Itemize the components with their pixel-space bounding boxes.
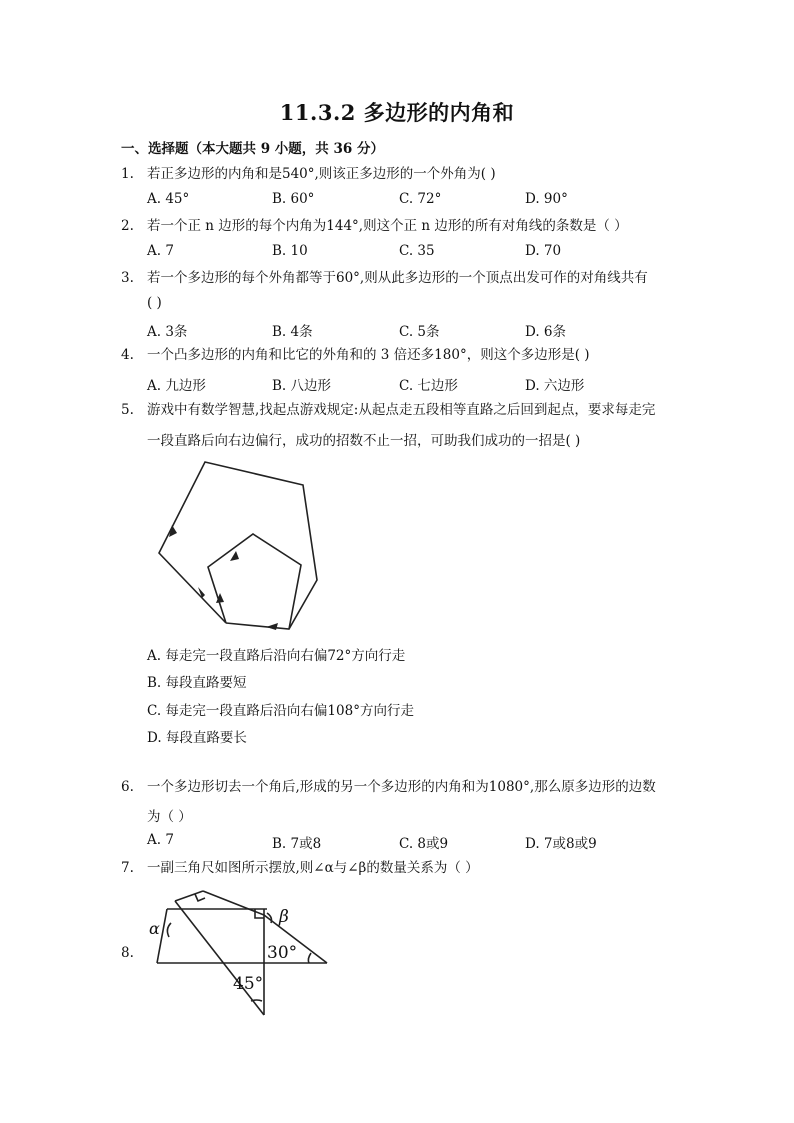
option-c: C. 七边形 [399, 378, 458, 394]
question-5-option-a: A. 每走完一段直路后沿向右偏72°方向行走 [147, 648, 406, 664]
angle-30-label: 30° [267, 943, 298, 963]
option-b: B. 60° [272, 191, 315, 207]
question-3-continuation: ( ) [147, 295, 162, 311]
option-d: D. 6条 [525, 324, 567, 340]
option-a: A. 45° [147, 191, 190, 207]
option-c: C. 72° [399, 191, 442, 207]
alpha-arc [167, 923, 171, 937]
option-c: C. 35 [399, 243, 435, 259]
question-text: 若一个正 n 边形的每个内角为144°,则这个正 n 边形的所有对角线的条数是（ ） [147, 218, 628, 234]
option-b: B. 10 [272, 243, 308, 259]
pentagon-path-figure [150, 455, 325, 630]
question-number: 8. [121, 945, 134, 961]
angle-45-arc [251, 1000, 262, 1001]
question-5-option-d: D. 每段直路要长 [147, 730, 247, 746]
question-5-option-b: B. 每段直路要短 [147, 675, 247, 691]
option-d: D. 7或8或9 [525, 836, 597, 852]
question-6-continuation: 为（ ） [147, 809, 192, 825]
beta-label: β [279, 907, 289, 927]
arrow-icon [266, 623, 278, 630]
question-text: 一副三角尺如图所示摆放,则∠α与∠β的数量关系为（ ） [147, 860, 479, 876]
arrow-icon [198, 587, 205, 598]
option-a: A. 7 [147, 832, 174, 848]
option-b: B. 7或8 [272, 836, 322, 852]
option-a: A. 3条 [147, 324, 188, 340]
question-text: 一个多边形切去一个角后,形成的另一个多边形的内角和为1080°,那么原多边形的边数 [147, 779, 656, 795]
question-number: 2. [121, 218, 134, 234]
question-8 [121, 940, 147, 966]
edge-45 [175, 891, 203, 901]
section-heading: 一、选择题（本大题共 9 小题，共 36 分） [121, 141, 384, 157]
question-5-continuation: 一段直路后向右边偏行，成功的招数不止一招，可助我们成功的一招是( ) [147, 433, 581, 449]
option-b: B. 4条 [272, 324, 313, 340]
option-d: D. 六边形 [525, 378, 585, 394]
question-2 [121, 213, 628, 239]
question-text: 若正多边形的内角和是540°,则该正多边形的一个外角为( ) [147, 166, 496, 182]
question-number: 6. [121, 779, 134, 795]
question-number: 3. [121, 270, 134, 286]
question-number: 7. [121, 860, 134, 876]
alpha-label: α [149, 919, 160, 938]
question-number: 1. [121, 166, 134, 182]
angle-45-label: 45° [233, 974, 264, 994]
question-number: 5. [121, 402, 134, 418]
option-d: D. 70 [525, 243, 562, 259]
triangle-rulers-figure [145, 883, 335, 1023]
arrow-icon [230, 551, 239, 561]
question-3 [121, 265, 648, 291]
page-title: 11.3.2 多边形的内角和 [279, 100, 515, 125]
option-c: C. 5条 [399, 324, 440, 340]
question-4 [121, 342, 590, 368]
question-text: 若一个多边形的每个外角都等于60°,则从此多边形的一个顶点出发可作的对角线共有 [147, 270, 648, 286]
option-c: C. 8或9 [399, 836, 449, 852]
question-number: 4. [121, 347, 134, 363]
option-a: A. 7 [147, 243, 174, 259]
option-d: D. 90° [525, 191, 568, 207]
inner-path [208, 534, 301, 629]
question-7 [121, 855, 479, 881]
right-angle-marker [195, 894, 205, 901]
angle-30-arc [308, 953, 311, 963]
question-text: 一个凸多边形的内角和比它的外角和的 3 倍还多180°，则这个多边形是( ) [147, 347, 590, 363]
question-6 [121, 774, 656, 800]
question-text: 游戏中有数学智慧,找起点游戏规定:从起点走五段相等直路之后回到起点，要求每走完 [147, 402, 656, 418]
question-1 [121, 161, 496, 187]
option-b: B. 八边形 [272, 378, 332, 394]
option-a: A. 九边形 [147, 378, 206, 394]
question-5-option-c: C. 每走完一段直路后沿向右偏108°方向行走 [147, 703, 414, 719]
question-5 [121, 397, 655, 423]
diagonal-45 [175, 901, 264, 1015]
